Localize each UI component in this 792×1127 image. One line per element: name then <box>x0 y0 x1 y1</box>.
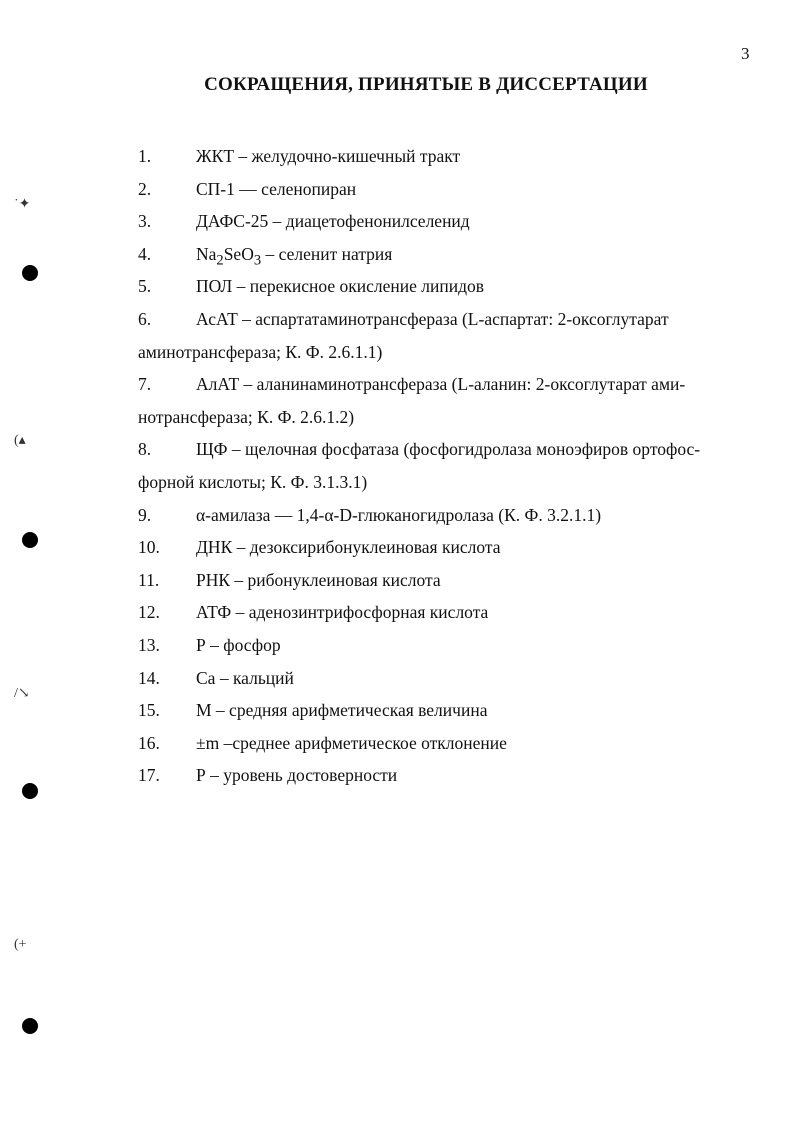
list-item <box>0 173 792 206</box>
scan-mark-icon: ˙✦ <box>14 197 31 212</box>
item-text: Са – кальций <box>196 667 294 688</box>
item-text: ПОЛ – перекисное окисление липидов <box>196 276 485 297</box>
list-item <box>0 564 792 597</box>
list-item <box>0 531 792 564</box>
binder-hole-dot <box>22 532 38 548</box>
item-text-continuation: аминотрансфераза; К. Ф. 2.6.1.1) <box>138 341 383 362</box>
list-item <box>0 694 792 727</box>
binder-hole-dot <box>22 1018 38 1034</box>
list-item <box>0 205 792 238</box>
item-number: 12. <box>138 602 160 623</box>
item-text: Р – уровень достоверности <box>196 765 398 786</box>
item-number: 3. <box>138 211 152 232</box>
item-number: 9. <box>138 504 152 525</box>
list-item <box>0 238 792 271</box>
item-number: 16. <box>138 732 160 753</box>
item-number: 11. <box>138 569 160 590</box>
item-number: 1. <box>138 146 152 166</box>
item-text: α-амилаза — 1,4-α-D-глюканогидролаза (К. Ф. 3.2.1.1) <box>196 504 602 525</box>
item-number: 10. <box>138 537 160 558</box>
item-text-continuation: нотрансфераза; К. Ф. 2.6.1.2) <box>138 406 355 427</box>
item-text: РНК – рибонуклеиновая кислота <box>196 569 441 590</box>
item-number: 15. <box>138 700 160 721</box>
list-item <box>0 368 792 433</box>
item-number: 2. <box>138 178 152 199</box>
item-number: 5. <box>138 276 152 297</box>
formula-subscript: 3 <box>253 252 262 269</box>
item-number: 13. <box>138 634 160 655</box>
list-item <box>0 596 792 629</box>
scan-mark-icon: /↘ <box>14 686 30 701</box>
item-text: СП-1 — селенопиран <box>196 178 357 199</box>
item-number: 14. <box>138 667 160 688</box>
item-text: АлАТ – аланинаминотрансфераза (L-аланин: 2-оксоглутарат ами- <box>196 374 686 395</box>
scan-mark-icon: (▴ <box>14 433 26 448</box>
scan-mark-icon: (+ <box>14 937 27 952</box>
list-item <box>0 433 792 498</box>
formula-part: – селенит натрия <box>261 243 393 264</box>
item-text: ДАФС-25 – диацетофенонилселенид <box>196 211 470 232</box>
item-text: ЖКТ – желудочно-кишечный тракт <box>196 146 461 166</box>
item-number: 6. <box>138 308 152 329</box>
list-item <box>0 629 792 662</box>
item-text: АсАТ – аспартатаминотрансфераза (L-аспартат: 2-оксоглутарат <box>196 308 669 329</box>
item-text: М – средняя арифметическая величина <box>196 700 488 721</box>
item-text: ±m –среднее арифметическое отклонение <box>196 732 507 753</box>
item-number: 7. <box>138 374 152 395</box>
list-item <box>0 662 792 695</box>
item-number: 17. <box>138 765 160 786</box>
item-number: 4. <box>138 243 152 264</box>
item-text-continuation: форной кислоты; К. Ф. 3.1.3.1) <box>138 471 368 492</box>
list-item <box>0 303 792 368</box>
item-text: ДНК – дезоксирибонуклеиновая кислота <box>196 537 501 558</box>
page-number: 3 <box>741 44 750 63</box>
page-title: СОКРАЩЕНИЯ, ПРИНЯТЫЕ В ДИССЕРТАЦИИ <box>204 74 648 95</box>
list-item <box>0 140 792 173</box>
item-text: АТФ – аденозинтрифосфорная кислота <box>196 602 489 623</box>
list-item <box>0 727 792 760</box>
list-item <box>0 499 792 532</box>
list-item <box>0 270 792 303</box>
binder-hole-dot <box>22 783 38 799</box>
formula-part: Na <box>196 243 217 264</box>
formula-part: SeO <box>223 243 254 264</box>
item-text: Р – фосфор <box>196 634 281 655</box>
list-item <box>0 759 792 792</box>
item-number: 8. <box>138 439 152 460</box>
abbreviation-list <box>0 140 792 792</box>
item-text: ЩФ – щелочная фосфатаза (фосфогидролаза моноэфиров ортофос- <box>196 439 701 460</box>
formula-subscript: 2 <box>216 252 224 269</box>
binder-hole-dot <box>22 265 38 281</box>
